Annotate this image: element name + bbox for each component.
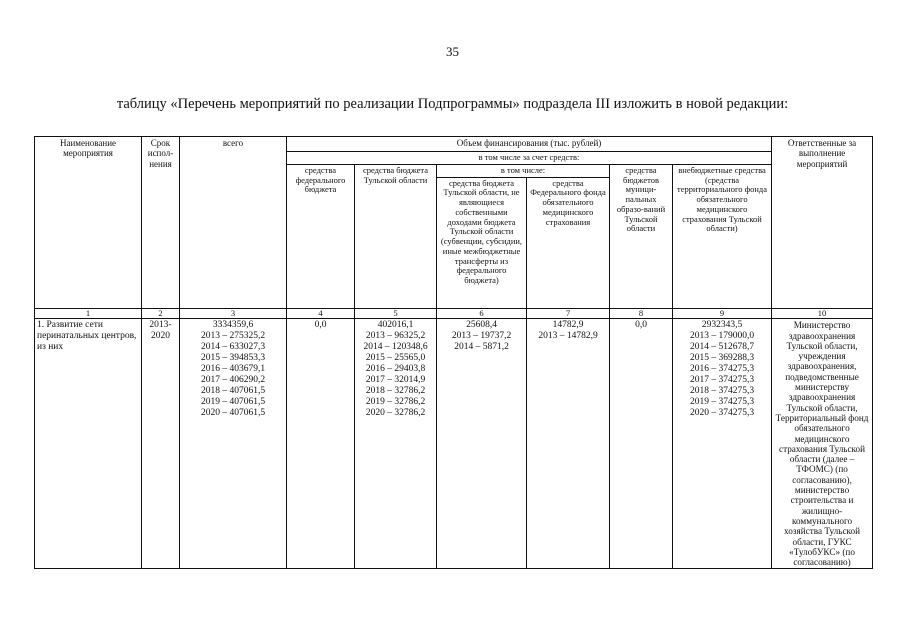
cell-line: 2015 – 25565,0 xyxy=(365,353,426,364)
activity-term xyxy=(142,319,180,569)
cell-line: 2015 – 394853,3 xyxy=(200,353,266,364)
cell-line: 2018 – 374275,3 xyxy=(689,385,755,396)
header-funding: Объем финансирования (тыс. рублей) xyxy=(287,137,772,152)
header-including: в том числе: xyxy=(437,164,610,177)
cell-line: 2017 – 406290,2 xyxy=(200,374,266,385)
header-responsible: Ответственные за выполнение мероприятий xyxy=(772,137,873,309)
cell-line: 2013 – 275325,2 xyxy=(200,331,266,342)
column-number: 7 xyxy=(527,308,610,319)
table-row xyxy=(35,319,873,569)
cell-line: 2014 – 5871,2 xyxy=(454,342,509,353)
cell-line: 2013 – 179000,0 xyxy=(689,331,755,342)
header-municipal: средства бюджетов муници-пальных образо-ваний Тульской области xyxy=(610,164,673,308)
cell-line: 2019 – 32786,2 xyxy=(365,396,426,407)
cell-line: 2014 – 120348,6 xyxy=(363,342,428,353)
header-extrabudget: внебюджетные средства (средства территориального фонда обязательного медицинского страхования Тульской области) xyxy=(673,164,772,308)
regional-amounts xyxy=(355,319,437,569)
cell-line: 2013- xyxy=(149,320,172,331)
cell-line: 2013 – 19737,2 xyxy=(451,331,512,342)
cell-line: 0,0 xyxy=(314,320,327,331)
cell-line: 2019 – 407061,5 xyxy=(200,396,266,407)
cell-line: 402016,1 xyxy=(377,320,414,331)
column-number: 10 xyxy=(772,308,873,319)
cell-line: 2020 – 32786,2 xyxy=(365,407,426,418)
cell-line: 2019 – 374275,3 xyxy=(689,396,755,407)
intro-text: таблицу «Перечень мероприятий по реализации Подпрограммы» подраздела III изложить в новой редакции: xyxy=(116,96,789,112)
header-name: Наименование мероприятия xyxy=(35,137,142,309)
extrabudget-amounts xyxy=(673,319,772,569)
header-total: всего xyxy=(180,137,287,309)
cell-line: 2016 – 403679,1 xyxy=(200,363,266,374)
cell-line: 2014 – 633027,3 xyxy=(200,342,266,353)
column-number: 8 xyxy=(610,308,673,319)
cell-line: 2932343,5 xyxy=(701,320,743,331)
header-including-sources: в том числе за счет средств: xyxy=(287,152,772,165)
municipal-amounts xyxy=(610,319,673,569)
cell-line: 2020 – 374275,3 xyxy=(689,407,755,418)
header-ffoms: средства Федерального фонда обязательного медицинского страхования xyxy=(527,177,610,308)
cell-line: 2014 – 512678,7 xyxy=(689,342,755,353)
responsible-parties: Министерство здравоохранения Тульской области, учреждения здравоохранения, подведомственные министерству здравоохранения Тульской области, Территориальный фонд обязательного медицинского страхования Тульской области (далее – ТФОМС) (по согласованию), министерство строительства и жилищно-коммунального хозяйства Тульской области, ГУКС «ТулобУКС» (по согласованию) xyxy=(772,319,873,569)
total-amounts xyxy=(180,319,287,569)
cell-line: 2018 – 407061,5 xyxy=(200,385,266,396)
cell-line: 2020 – 407061,5 xyxy=(200,407,266,418)
header-regional: средства бюджета Тульской области xyxy=(355,164,437,308)
cell-line: 2020 xyxy=(151,331,170,342)
column-number: 1 xyxy=(35,308,142,319)
federal-amounts xyxy=(287,319,355,569)
cell-line: 2013 – 96325,2 xyxy=(365,331,426,342)
cell-line: 2015 – 369288,3 xyxy=(689,353,755,364)
ffoms-amounts xyxy=(527,319,610,569)
cell-line: 0,0 xyxy=(635,320,647,331)
column-number: 4 xyxy=(287,308,355,319)
column-number: 6 xyxy=(437,308,527,319)
page-number: 35 xyxy=(446,44,459,59)
cell-line: 2017 – 374275,3 xyxy=(689,374,755,385)
column-number: 5 xyxy=(355,308,437,319)
cell-line: 2013 – 14782,9 xyxy=(538,331,598,342)
cell-line: 2017 – 32014,9 xyxy=(365,374,426,385)
non-transfer-amounts xyxy=(437,319,527,569)
column-number: 9 xyxy=(673,308,772,319)
cell-line: 2016 – 29403,8 xyxy=(365,363,426,374)
activities-table xyxy=(34,136,873,569)
column-number: 2 xyxy=(142,308,180,319)
cell-line: 14782,9 xyxy=(552,320,584,331)
column-numbers-row xyxy=(35,308,873,319)
header-non-transfers: средства бюджета Тульской области, не являющиеся собственными доходами бюджета Тульской области (субвенции, субсидии, иные межбюджетные трансферты из федерального бюджета) xyxy=(437,177,527,308)
cell-line: 2016 – 374275,3 xyxy=(689,363,755,374)
column-number: 3 xyxy=(180,308,287,319)
header-term: Срок испол-нения xyxy=(142,137,180,309)
cell-line: 25608,4 xyxy=(466,320,497,331)
cell-line: 2018 – 32786,2 xyxy=(365,385,426,396)
header-federal: средства федерального бюджета xyxy=(287,164,355,308)
activity-name: 1. Развитие сети перинатальных центров, из них xyxy=(35,319,142,569)
cell-line: 3334359,6 xyxy=(212,320,254,331)
